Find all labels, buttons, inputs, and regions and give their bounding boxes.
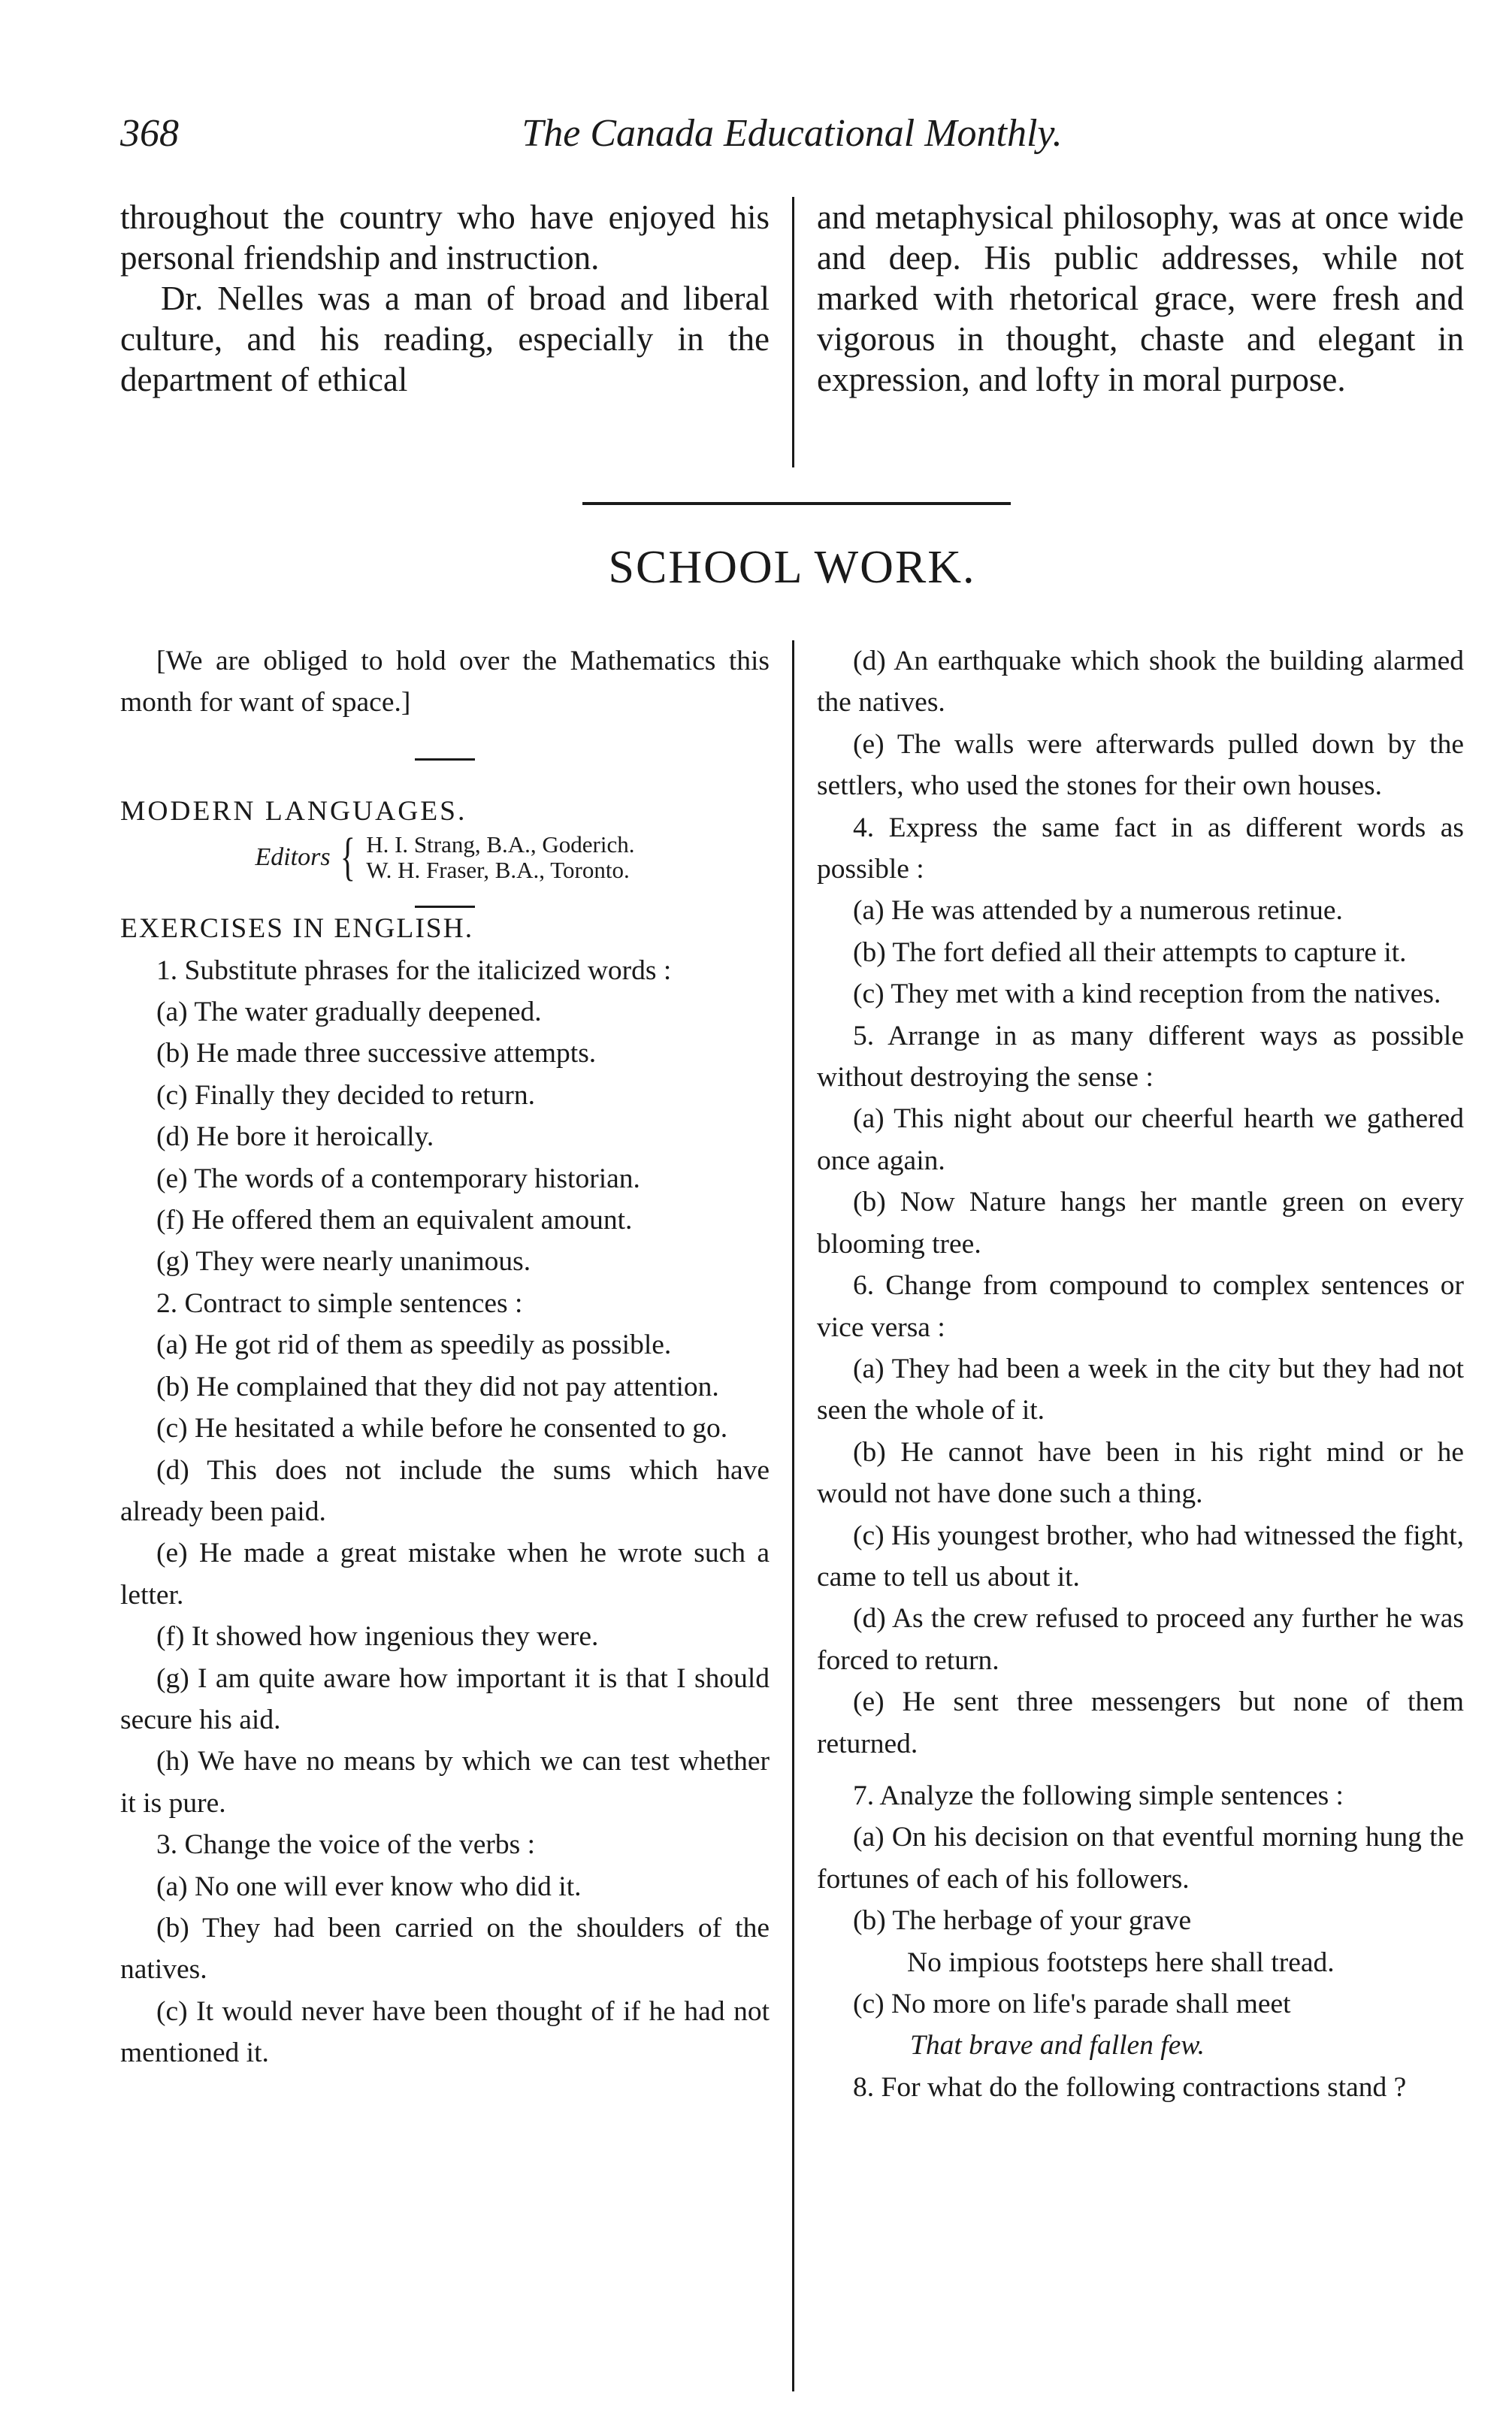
- question-item: (e) The walls were afterwards pulled down by the settlers, who used the stones for their own houses.: [817, 728, 1464, 802]
- divider: [415, 758, 475, 761]
- question-item: (g) I am quite aware how important it is that I should secure his aid.: [120, 1662, 770, 1735]
- running-head: [120, 111, 1464, 156]
- editors-block: [120, 828, 770, 887]
- journal-title: The Canada Educational Monthly.: [522, 112, 1063, 155]
- question: 4. Express the same fact in as different words as possible :: [817, 812, 1464, 885]
- verse-line: (c) No more on life's parade shall meet: [853, 1989, 1291, 2019]
- question-item: (b) He made three successive attempts.: [156, 1038, 597, 1069]
- editorial-note: [We are obliged to hold over the Mathematics this month for want of space.]: [120, 646, 770, 718]
- brace-icon: {: [340, 828, 355, 887]
- question: 1. Substitute phrases for the italicized words :: [156, 954, 672, 986]
- question-item: (c) His youngest brother, who had witnessed the fight, came to tell us about it.: [817, 1520, 1464, 1593]
- question-item: (e) The words of a contemporary historian.: [156, 1163, 640, 1194]
- top-columns: [120, 197, 1464, 467]
- question-item: (d) This does not include the sums which have already been paid.: [120, 1454, 770, 1527]
- question-item: (f) He offered them an equivalent amount.: [156, 1205, 633, 1236]
- paragraph: throughout the country who have enjoyed his personal friendship and instruction.: [120, 198, 770, 277]
- question-item: (d) He bore it heroically.: [156, 1121, 434, 1153]
- verse-line: That brave and fallen few.: [910, 2030, 1205, 2062]
- verse-line: (b) The herbage of your grave: [853, 1905, 1192, 1937]
- exercises-heading: EXERCISES IN ENGLISH.: [120, 913, 474, 945]
- top-right-column: [792, 197, 1464, 467]
- question-item: (a) No one will ever know who did it.: [156, 1871, 582, 1902]
- question-item: (b) Now Nature hangs her mantle green on every blooming tree.: [817, 1187, 1464, 1260]
- question: 5. Arrange in as many different ways as possible without destroying the sense :: [817, 1020, 1464, 1094]
- question-item: (a) On his decision on that eventful morning hung the fortunes of each of his followers.: [817, 1822, 1464, 1895]
- question-item: (c) He hesitated a while before he consented to go.: [156, 1413, 728, 1444]
- top-left-column: [120, 197, 792, 467]
- question: 2. Contract to simple sentences :: [156, 1287, 523, 1319]
- question-item: (a) They had been a week in the city but they had not seen the whole of it.: [817, 1353, 1464, 1426]
- question-item: (b) He cannot have been in his right mind or he would not have done such a thing.: [817, 1436, 1464, 1510]
- paragraph: Dr. Nelles was a man of broad and liberal culture, and his reading, especially in the department of ethical: [120, 280, 770, 398]
- department-heading: MODERN LANGUAGES.: [120, 795, 467, 827]
- question-item: (c) They met with a kind reception from the natives.: [853, 979, 1441, 1010]
- question-item: (b) The fort defied all their attempts to capture it.: [853, 936, 1407, 968]
- question-item: (e) He sent three messengers but none of them returned.: [817, 1686, 1464, 1759]
- question: 8. For what do the following contractions stand ?: [853, 2071, 1407, 2103]
- question-item: (a) He got rid of them as speedily as possible.: [156, 1329, 672, 1361]
- editors-names: [366, 832, 634, 883]
- question-item: (f) It showed how ingenious they were.: [156, 1621, 599, 1653]
- question: 7. Analyze the following simple sentences :: [853, 1780, 1344, 1811]
- right-column: [792, 640, 1464, 2391]
- question-item: (a) This night about our cheerful hearth we gathered once again.: [817, 1103, 1464, 1176]
- question-item: (d) As the crew refused to proceed any further he was forced to return.: [817, 1603, 1464, 1676]
- editor-name: W. H. Fraser, B.A., Toronto.: [366, 857, 630, 884]
- question-item: (b) They had been carried on the shoulders of the natives.: [120, 1912, 770, 1986]
- question-item: (g) They were nearly unanimous.: [156, 1246, 531, 1278]
- question-item: (d) An earthquake which shook the building alarmed the natives.: [817, 646, 1464, 718]
- question-item: (a) The water gradually deepened.: [156, 997, 542, 1028]
- question: 3. Change the voice of the verbs :: [156, 1829, 536, 1861]
- question: 6. Change from compound to complex sentences or vice versa :: [817, 1270, 1464, 1343]
- main-columns: [120, 640, 1464, 2391]
- left-column: [120, 640, 792, 2391]
- question-item: (b) He complained that they did not pay attention.: [156, 1371, 719, 1402]
- editors-label: Editors: [255, 843, 331, 872]
- section-title: SCHOOL WORK.: [608, 542, 976, 593]
- question-item: (h) We have no means by which we can test whether it is pure.: [120, 1746, 770, 1819]
- question-item: (c) It would never have been thought of if he had not mentioned it.: [120, 1995, 770, 2069]
- verse-line: No impious footsteps here shall tread.: [907, 1947, 1335, 1978]
- editor-name: H. I. Strang, B.A., Goderich.: [366, 831, 635, 858]
- question-item: (c) Finally they decided to return.: [156, 1079, 535, 1111]
- paragraph: and metaphysical philosophy, was at once wide and deep. His public addresses, while not marked with rhetorical grace, were fresh and vigorous in thought, chaste and elegant in expression, and lofty in moral purpose.: [817, 198, 1464, 398]
- question-item: (a) He was attended by a numerous retinue.: [853, 895, 1343, 927]
- section-divider: [582, 502, 1011, 505]
- page-number: 368: [120, 112, 179, 155]
- question-item: (e) He made a great mistake when he wrote such a letter.: [120, 1538, 770, 1611]
